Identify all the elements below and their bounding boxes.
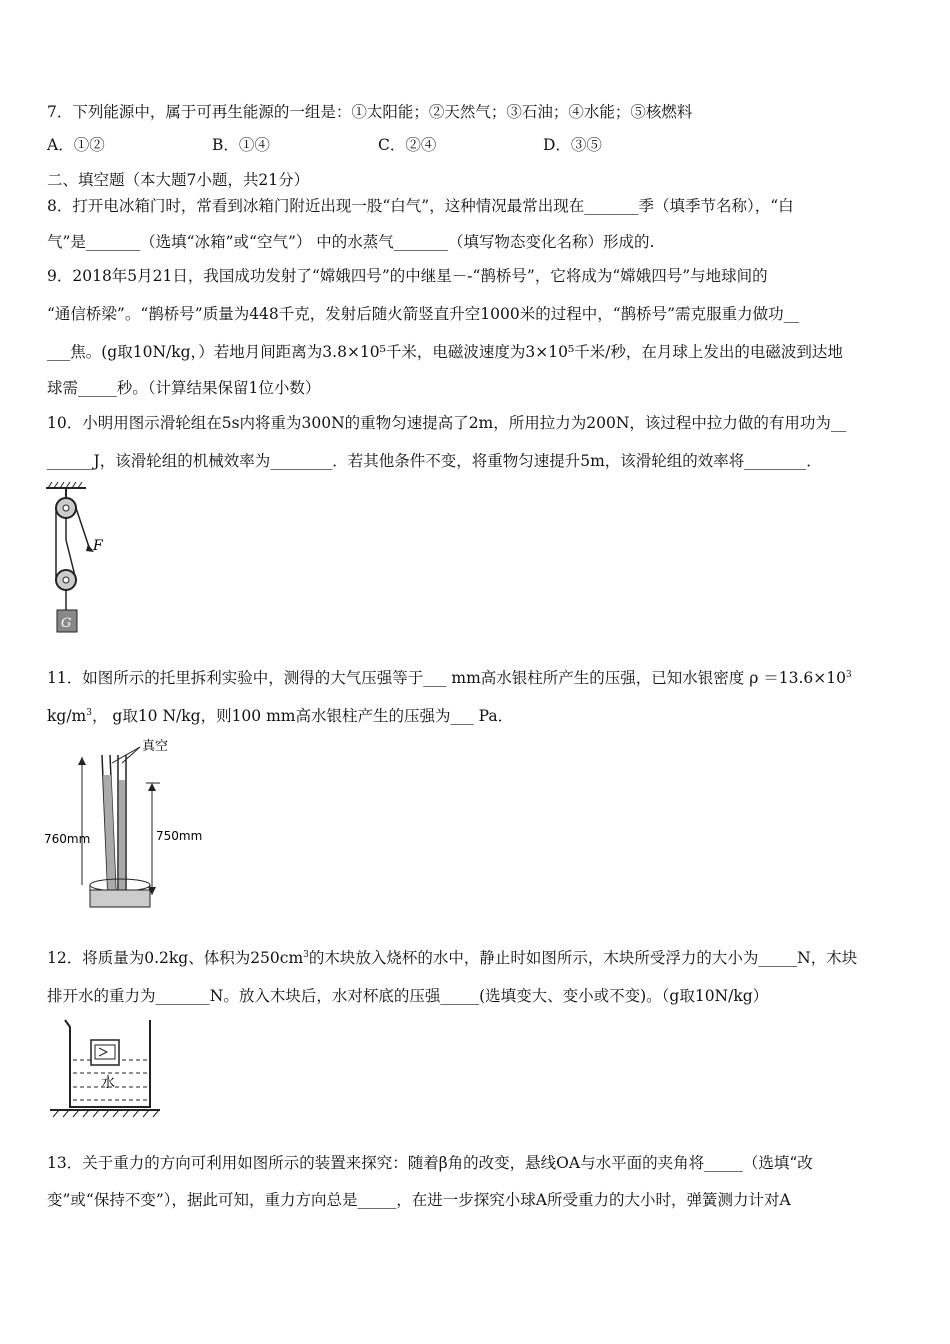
q7-option-d: D．③⑤ [543,136,602,154]
q7-option-b: B．①④ [212,136,270,154]
q8-line-1: 8．打开电冰箱门时，常看到冰箱门附近出现一股“白气”，这种情况最常出现在_______季（填季节名称），“白 [47,197,794,215]
q9-line-3: ___焦。(g取10N/kg，）若地月间距离为3.8×10⁵千米，电磁波速度为3×10⁵千米/秒，在月球上发出的电磁波到达地 [47,343,843,361]
q7-option-c: C．②④ [378,136,437,154]
q10-line-2: ______J，该滑轮组的机械效率为________．若其他条件不变，将重物匀速提升5m，该滑轮组的效率将________． [47,452,822,470]
ceiling-hatch [46,482,86,488]
ground-hatch [50,1110,160,1117]
torricelli-figure [42,735,212,915]
tilted-tube [102,755,116,895]
pulley-figure [38,480,118,640]
q13-line-1: 13．关于重力的方向可利用如图所示的装置来探究：随着β角的改变，悬线OA与水平面的夹角将_____（选填“改 [47,1154,813,1172]
section-header: 二、填空题（本大题7小题，共21分） [47,171,310,189]
left-height-label: 760mm [44,832,91,846]
q13-line-2: 变”或“保持不变”），据此可知，重力方向总是_____，在进一步探究小球A所受重力的大小时，弹簧测力计对A [47,1191,791,1209]
q10-line-1: 10．小明用图示滑轮组在5s内将重为300N的重物匀速提高了2m，所用拉力为200N，该过程中拉力做的有用功为__ [47,414,847,432]
movable-pulley [56,570,76,590]
weight-label: G [61,616,72,631]
q12-line-2: 排开水的重力为_______N。放入木块后，水对杯底的压强_____(选填变大、变小或不变)。（g取10N/kg） [47,987,769,1005]
vertical-tube [118,755,126,895]
q9-line-2: “通信桥梁”。“鹊桥号”质量为448千克，发射后随火箭竖直升空1000米的过程中，“鹊桥号”需克服重力做功__ [47,305,800,323]
fixed-pulley [56,498,76,518]
q9-line-4: 球需_____秒。（计算结果保留1位小数） [47,379,321,397]
q7-option-a: A．①② [47,136,105,154]
q12-line-1: 12．将质量为0.2kg、体积为$250cm^3$的木块放入烧杯的水中，静止时如图所示，木块所受浮力的大小为_____N，木块 [47,949,858,967]
beaker-figure [45,1015,165,1120]
water-label: 水 [101,1075,115,1091]
vacuum-label: 真空 [142,739,169,754]
q8-line-2: 气”是_______（选填“冰箱”或“空气”） 中的水蒸气_______（填写物态变化名称）形成的. [47,233,655,251]
q7-stem: 7．下列能源中，属于可再生能源的一组是：①太阳能；②天然气；③石油；④水能；⑤核燃料 [47,103,693,121]
force-label: F [93,538,103,554]
weight-block [57,610,77,632]
right-height-label: 750mm [156,829,203,843]
q11-line-1: 11．如图所示的托里拆利实验中，测得的大气压强等于___ mm高水银柱所产生的压强，已知水银密度 $\rho =13.6\times 10^3$ [47,669,852,687]
q9-line-1: 9．2018年5月21日，我国成功发射了“嫦娥四号”的中继星－-“鹊桥号”，它将成为“嫦娥四号”与地球间的 [47,267,768,285]
wood-block [91,1040,119,1065]
q11-line-2: $kg/m^3$， g取10 N/kg，则100 mm高水银柱产生的压强为___ Pa． [47,707,514,725]
